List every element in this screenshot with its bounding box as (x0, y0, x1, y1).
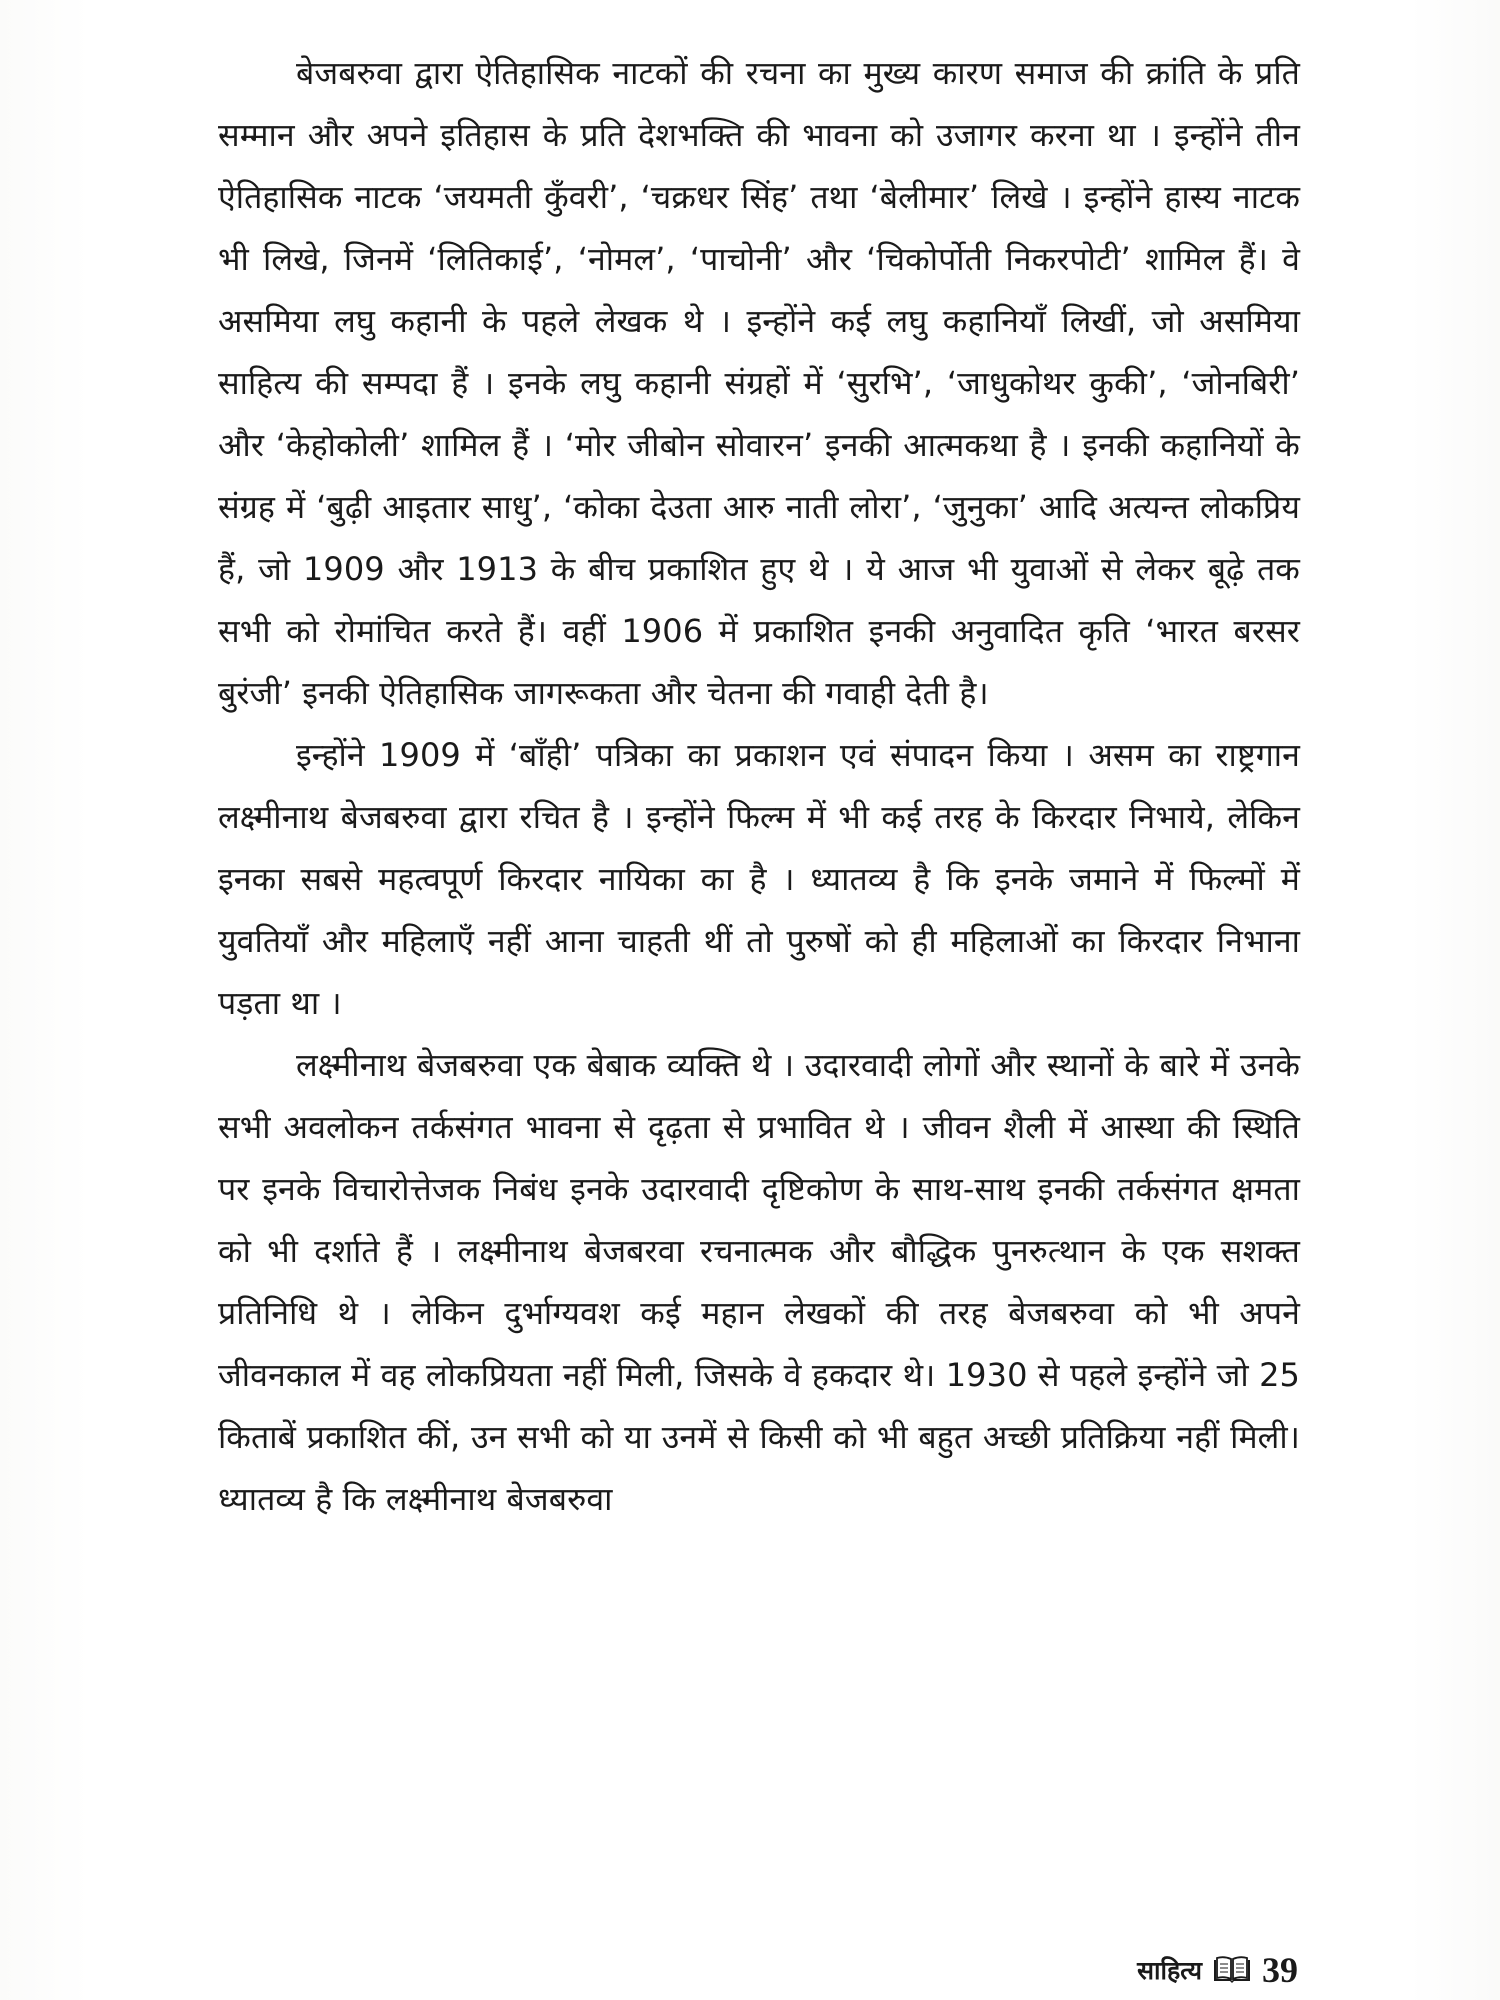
paragraph-3: लक्ष्मीनाथ बेजबरुवा एक बेबाक व्यक्ति थे । उदारवादी लोगों और स्थानों के बारे में उनके सभी अवलोकन तर्कसंगत भावना से दृढ़ता से प्रभावित थे । जीवन शैली में आस्था की स्थिति पर इनके विचारोत्तेजक निबंध इनके उदारवादी दृष्टिकोण के साथ-साथ इनकी तर्कसंगत क्षमता को भी दर्शाते हैं । लक्ष्मीनाथ बेजबरवा रचनात्मक और बौद्धिक पुनरुत्थान के एक सशक्त प्रतिनिधि थे । लेकिन दुर्भाग्यवश कई महान लेखकों की तरह बेजबरुवा को भी अपने जीवनकाल में वह लोकप्रियता नहीं मिली, जिसके वे हकदार थे। 1930 से पहले इन्होंने जो 25 किताबें प्रकाशित कीं, उन सभी को या उनमें से किसी को भी बहुत अच्छी प्रतिक्रिया नहीं मिली। ध्यातव्य है कि लक्ष्मीनाथ बेजबरुवा (218, 1046, 1300, 1518)
page-footer (1137, 1948, 1298, 1992)
paragraph-2: इन्होंने 1909 में ‘बाँही’ पत्रिका का प्रकाशन एवं संपादन किया । असम का राष्ट्रगान लक्ष्मीनाथ बेजबरुवा द्वारा रचित है । इन्होंने फिल्म में भी कई तरह के किरदार निभाये, लेकिन इनका सबसे महत्वपूर्ण किरदार नायिका का है । ध्यातव्य है कि इनके जमाने में फिल्मों में युवतियाँ और महिलाएँ नहीं आना चाहती थीं तो पुरुषों को ही महिलाओं का किरदार निभाना पड़ता था । (218, 736, 1300, 1022)
body-text (218, 42, 1300, 1530)
paragraph-1: बेजबरुवा द्वारा ऐतिहासिक नाटकों की रचना का मुख्य कारण समाज की क्रांति के प्रति सम्मान और अपने इतिहास के प्रति देशभक्ति की भावना को उजागर करना था । इन्होंने तीन ऐतिहासिक नाटक ‘जयमती कुँवरी’, ‘चक्रधर सिंह’ तथा ‘बेलीमार’ लिखे । इन्होंने हास्य नाटक भी लिखे, जिनमें ‘लितिकाई’, ‘नोमल’, ‘पाचोनी’ और ‘चिकोर्पोती निकरपोटी’ शामिल हैं। वे असमिया लघु कहानी के पहले लेखक थे । इन्होंने कई लघु कहानियाँ लिखीं, जो असमिया साहित्य की सम्पदा हैं । इनके लघु कहानी संग्रहों में ‘सुरभि’, ‘जाधुकोथर कुकी’, ‘जोनबिरी’ और ‘केहोकोली’ शामिल हैं । ‘मोर जीबोन सोवारन’ इनकी आत्मकथा है । इनकी कहानियों के संग्रह में ‘बुढ़ी आइतार साधु’, ‘कोका देउता आरु नाती लोरा’, ‘जुनुका’ आदि अत्यन्त लोकप्रिय हैं, जो 1909 और 1913 के बीच प्रकाशित हुए थे । ये आज भी युवाओं से लेकर बूढ़े तक सभी को रोमांचित करते हैं। वहीं 1906 में प्रकाशित इनकी अनुवादित कृति ‘भारत बरसर बुरंजी’ इनकी ऐतिहासिक जागरूकता और चेतना की गवाही देती है। (218, 54, 1300, 712)
page-number: 39 (1262, 1950, 1298, 1990)
section-label: साहित्य (1137, 1956, 1202, 1985)
open-book-icon (1212, 1955, 1252, 1985)
